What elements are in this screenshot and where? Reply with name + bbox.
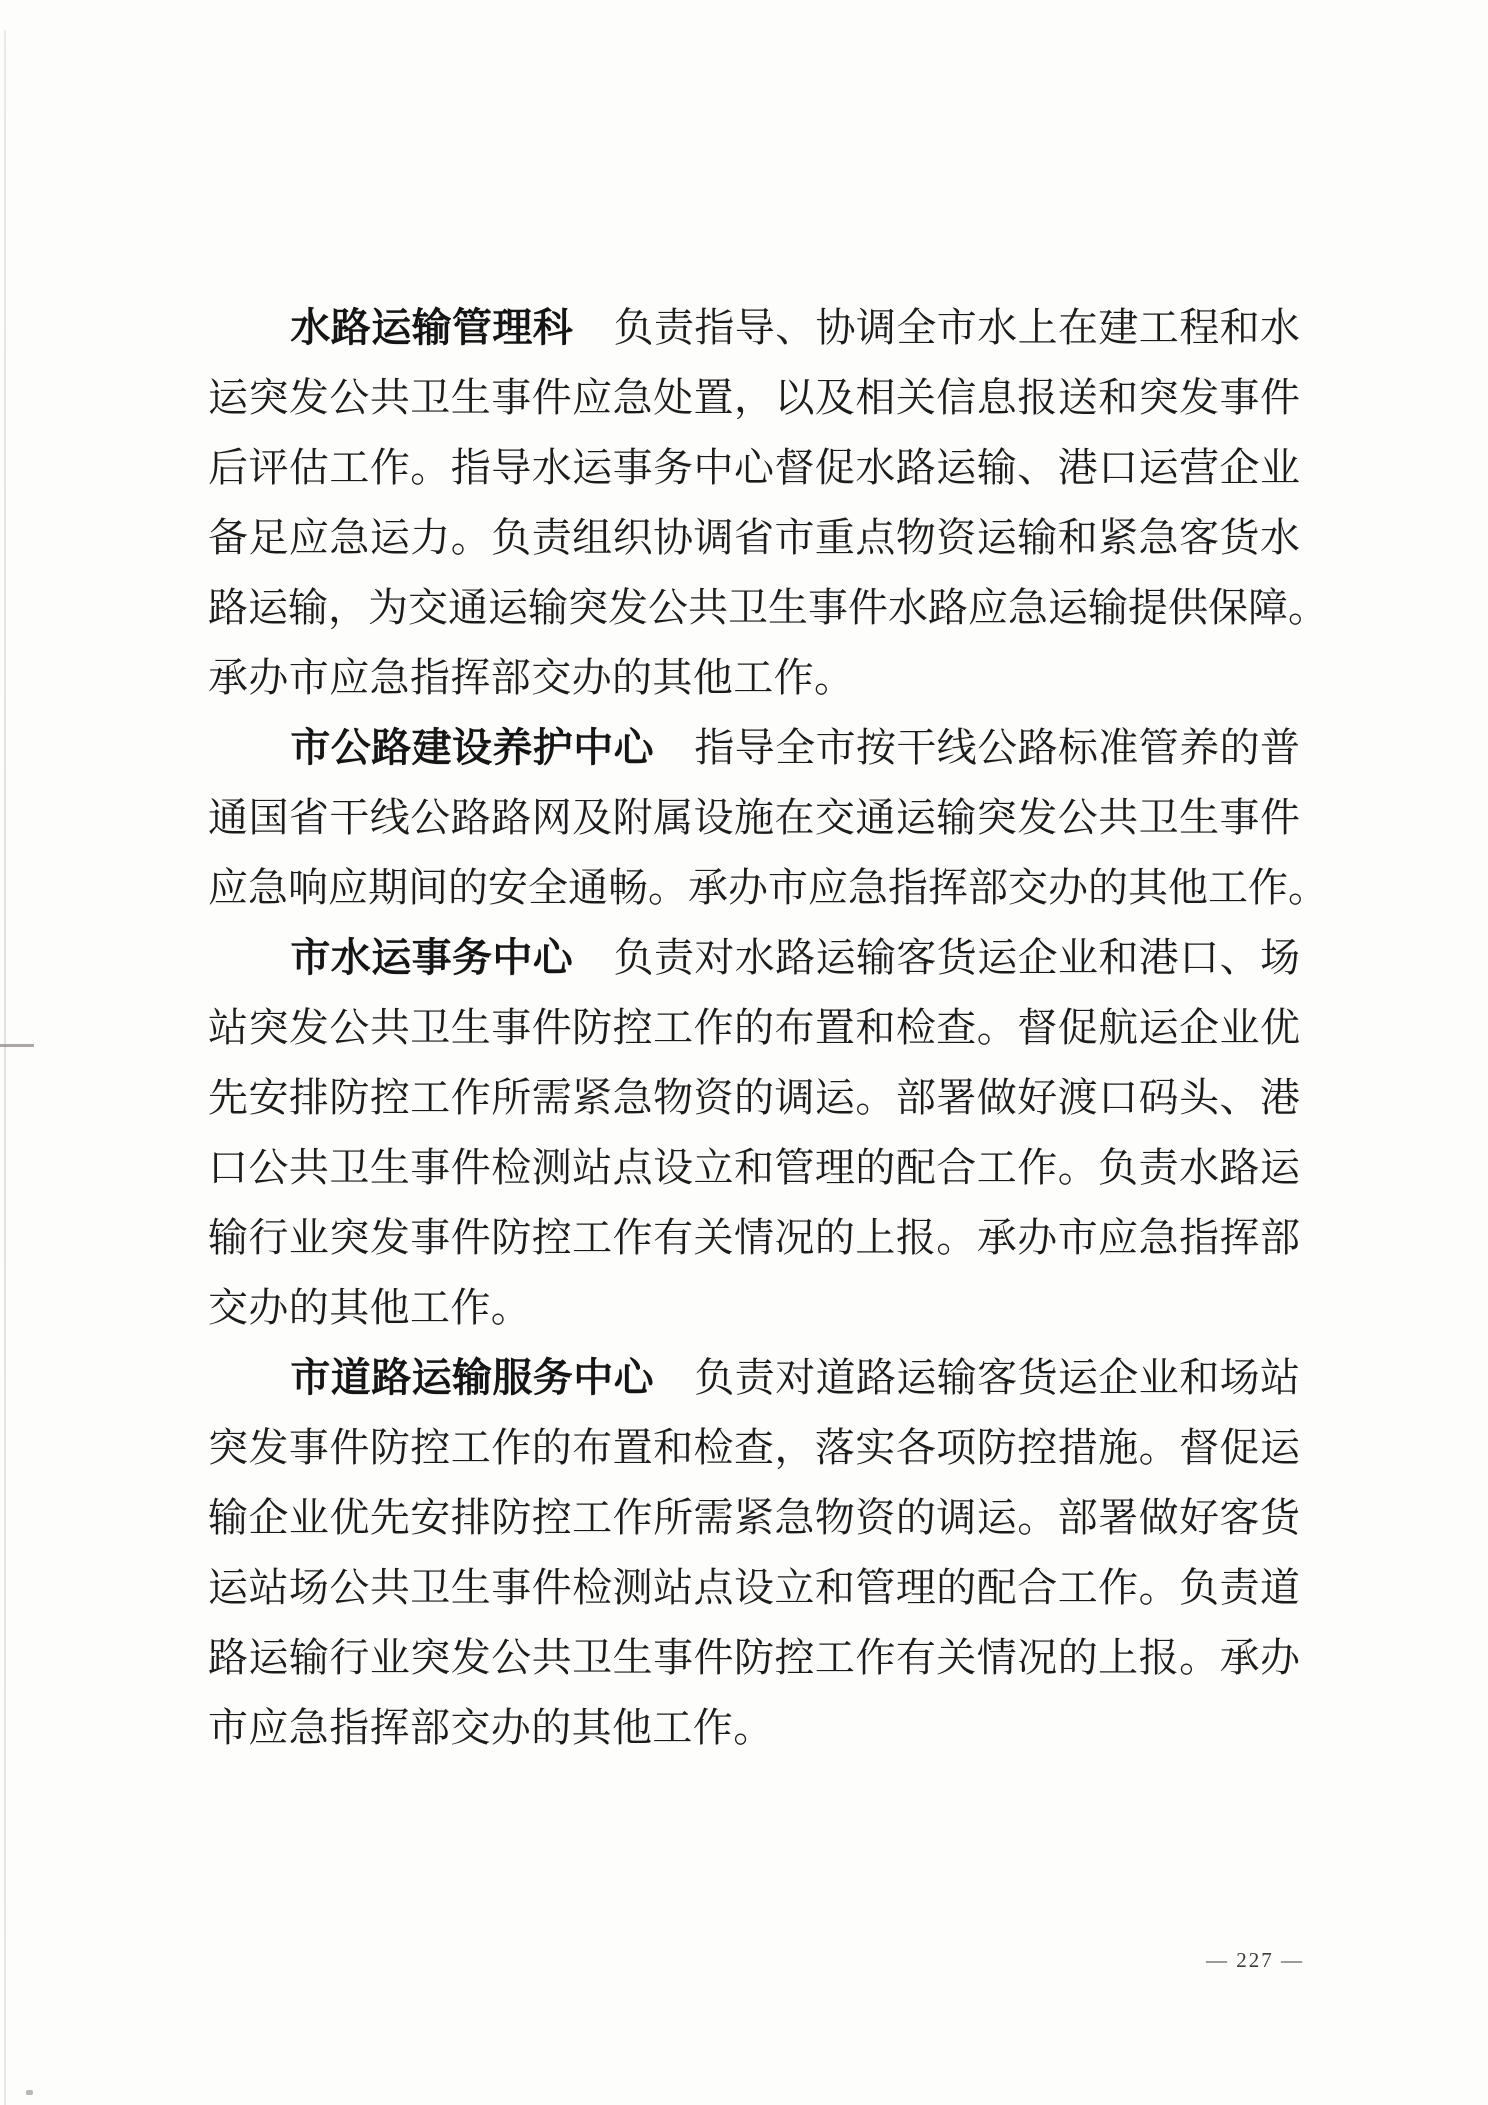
- scan-artifact-speck: [26, 2090, 33, 2095]
- text-line: 输行业突发事件防控工作有关情况的上报。承办市应急指挥部: [208, 1215, 1300, 1260]
- text-line: [208, 923, 1300, 993]
- section-heading: 市公路建设养护中心: [290, 725, 654, 770]
- text-line: 路运输行业突发公共卫生事件防控工作有关情况的上报。承办: [208, 1635, 1300, 1680]
- text-line: [208, 293, 1300, 363]
- text-run: 负责对水路运输客货运企业和港口、场: [613, 935, 1301, 980]
- text-line: 后评估工作。指导水运事务中心督促水路运输、港口运营企业: [208, 445, 1300, 490]
- text-run: 指导全市按干线公路标准管养的普: [694, 725, 1300, 770]
- paragraph-highway-construction-maintenance-center: [208, 713, 1328, 923]
- text-line: 备足应急运力。负责组织协调省市重点物资运输和紧急客货水: [208, 515, 1300, 560]
- scan-artifact-tick-mark: [0, 1044, 34, 1047]
- section-heading: 市水运事务中心: [290, 935, 574, 980]
- text-line: 市应急指挥部交办的其他工作。: [208, 1705, 774, 1750]
- section-heading: 市道路运输服务中心: [290, 1355, 654, 1400]
- heading-gap: [573, 340, 613, 341]
- text-run: 负责指导、协调全市水上在建工程和水: [613, 305, 1301, 350]
- heading-gap: [654, 1390, 694, 1391]
- paragraph-indent: [208, 1390, 290, 1391]
- text-line: [208, 1343, 1300, 1413]
- section-heading: 水路运输管理科: [290, 305, 574, 350]
- text-line: [208, 713, 1300, 783]
- text-line: 口公共卫生事件检测站点设立和管理的配合工作。负责水路运: [208, 1145, 1300, 1190]
- paragraph-water-transport-management-section: [208, 293, 1328, 713]
- text-run: 负责对道路运输客货运企业和场站: [694, 1355, 1300, 1400]
- page-number: — 227 —: [1206, 1948, 1304, 1972]
- text-line: 交办的其他工作。: [208, 1285, 532, 1330]
- paragraph-indent: [208, 970, 290, 971]
- paragraph-indent: [208, 340, 290, 341]
- paragraph-road-transport-service-center: [208, 1343, 1300, 1763]
- paragraph-water-transport-affairs-center: [208, 923, 1300, 1343]
- text-line: 应急响应期间的安全通畅。承办市应急指挥部交办的其他工作。: [208, 865, 1328, 910]
- text-line: 输企业优先安排防控工作所需紧急物资的调运。部署做好客货: [208, 1495, 1300, 1540]
- text-line: 站突发公共卫生事件防控工作的布置和检查。督促航运企业优: [208, 1005, 1300, 1050]
- heading-gap: [573, 970, 613, 971]
- text-line: 运突发公共卫生事件应急处置，以及相关信息报送和突发事件: [208, 375, 1300, 420]
- paragraph-indent: [208, 760, 290, 761]
- scan-artifact-vertical-line: [4, 30, 6, 2105]
- text-line: 突发事件防控工作的布置和检查，落实各项防控措施。督促运: [208, 1425, 1300, 1470]
- document-body: [208, 293, 1328, 1763]
- text-line: 承办市应急指挥部交办的其他工作。: [208, 655, 855, 700]
- heading-gap: [654, 760, 694, 761]
- text-line: 先安排防控工作所需紧急物资的调运。部署做好渡口码头、港: [208, 1075, 1300, 1120]
- text-line: 运站场公共卫生事件检测站点设立和管理的配合工作。负责道: [208, 1565, 1300, 1610]
- text-line: 通国省干线公路路网及附属设施在交通运输突发公共卫生事件: [208, 795, 1300, 840]
- text-line: 路运输，为交通运输突发公共卫生事件水路应急运输提供保障。: [208, 585, 1328, 630]
